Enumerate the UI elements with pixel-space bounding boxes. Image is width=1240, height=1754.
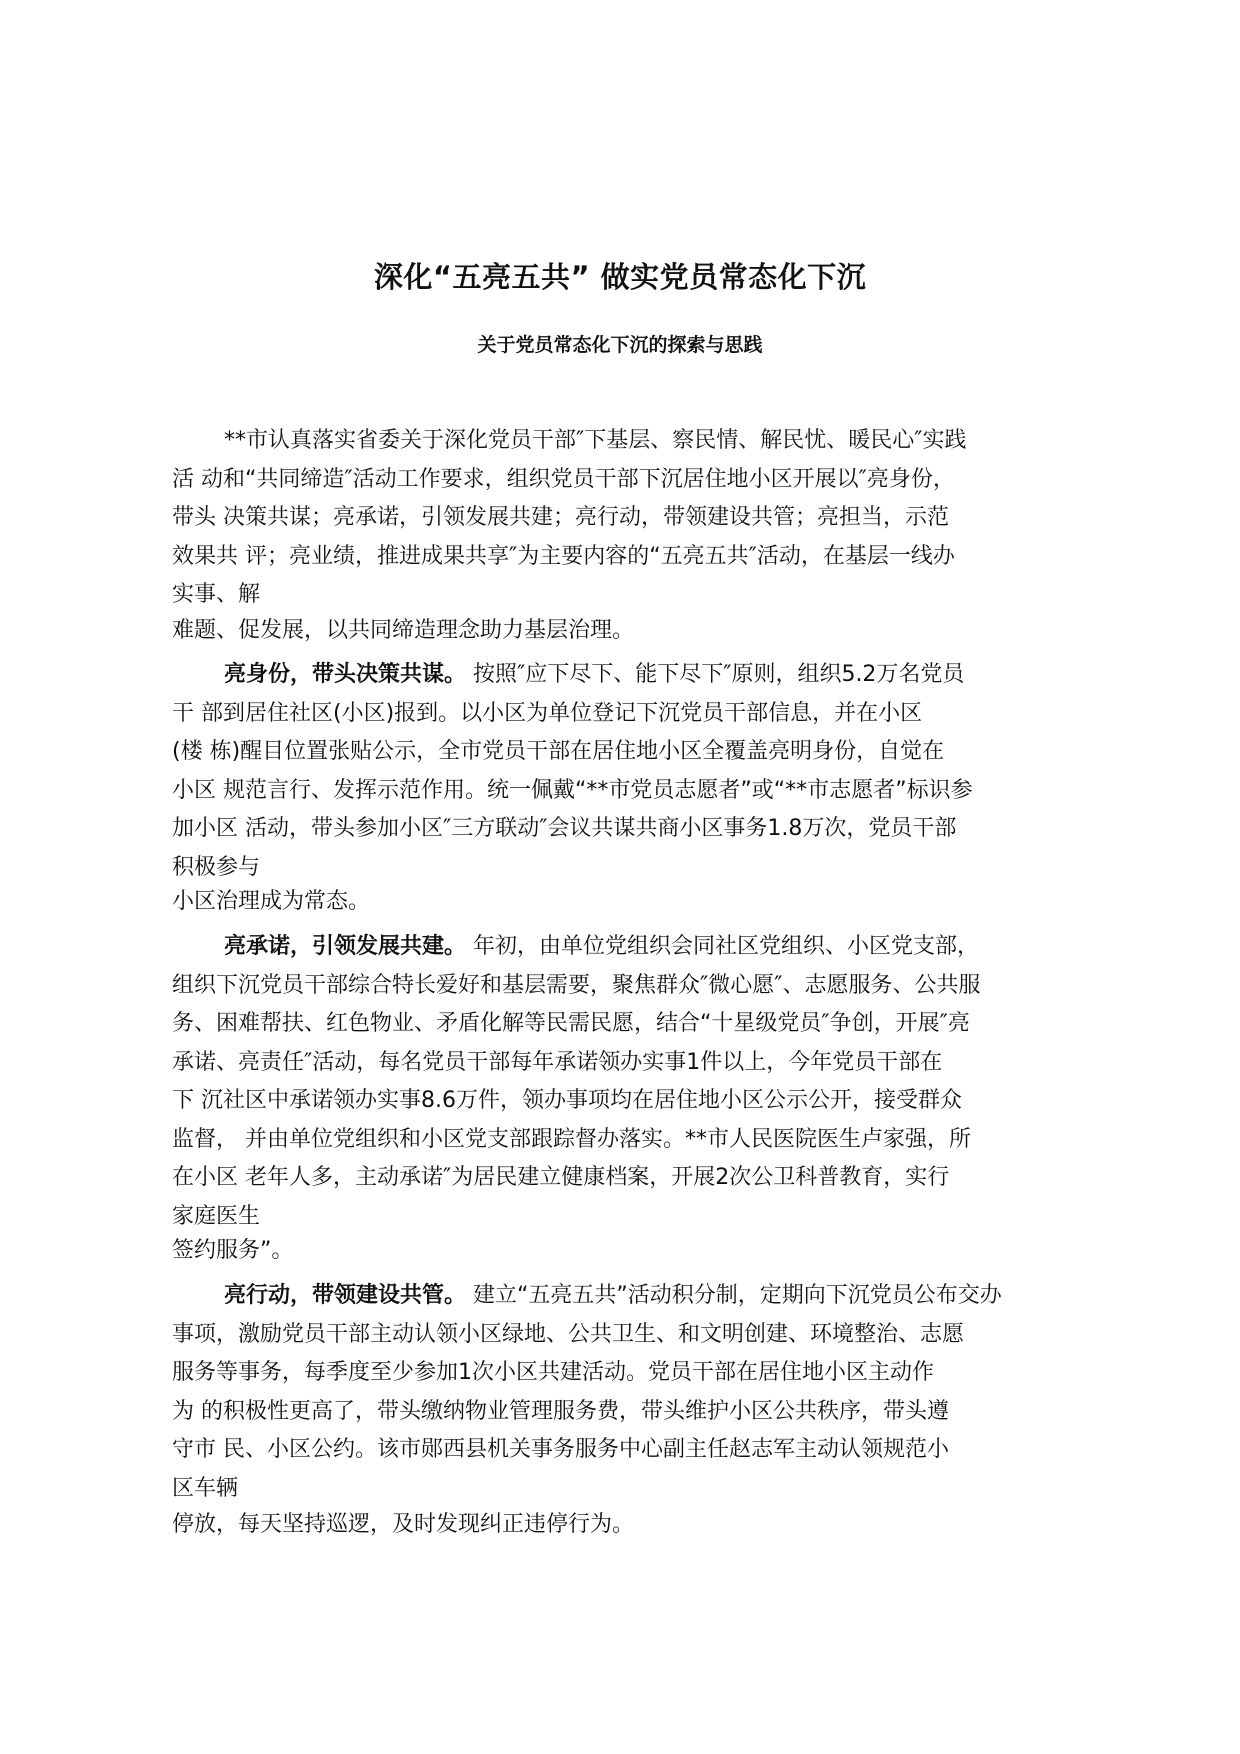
paragraph-line: 停放，每天坚持巡逻，及时发现纠正违停行为。 [172,1512,635,1537]
paragraph-4 [172,1277,1092,1508]
paragraph-3 [172,928,1092,1236]
paragraph-first-line [172,656,1092,695]
paragraph-line: 服务等事务，每季度至少参加1次小区共建活动。党员干部在居住地小区主动作 [172,1360,934,1385]
paragraph-line: 实事、解 [172,582,261,607]
paragraph-line: 事项，激励党员干部主动认领小区绿地、公共卫生、和文明创建、环境整治、志愿 [172,1321,965,1347]
paragraph-line: (楼 栋)醒目位置张贴公示，全市党员干部在居住地小区全覆盖亮明身份，自觉在 [172,739,945,764]
paragraph-line: 守市 民、小区公约。该市郧西县机关事务服务中心副主任赵志军主动认领规范小 [172,1437,949,1462]
paragraph-1-tail [172,612,1092,651]
paragraph-line: 为 的积极性更高了，带头缴纳物业管理服务费，带头维护小区公共秩序，带头遵 [172,1398,949,1424]
paragraph-first-line [172,928,1092,967]
paragraph-2-tail [172,883,1092,922]
paragraph-first-line [172,1277,1092,1316]
paragraph-line: 小区 规范言行、发挥示范作用。统一佩戴“**市党员志愿者”或“**市志愿者”标识参 [172,777,973,803]
paragraph-line: 按照″应下尽下、能下尽下″原则，组织5.2万名党员 [466,662,965,687]
paragraph-line: 活 动和“共同缔造″活动工作要求，组织党员干部下沉居住地小区开展以″亮身份， [172,466,955,492]
paragraph-line: 年初，由单位党组织会同社区党组织、小区党支部， [466,934,980,959]
paragraph-line: 签约服务”。 [172,1238,294,1263]
paragraph-line: **市认真落实省委关于深化党员干部″下基层、察民情、解民忧、暖民心″实践 [224,428,967,453]
paragraph-line: 承诺、亮责任″活动，每名党员干部每年承诺领办实事1件以上，今年党员干部在 [172,1049,943,1075]
paragraph-line: 组织下沉党员干部综合特长爱好和基层需要，聚焦群众″微心愿″、志愿服务、公共服 [172,972,981,998]
paragraph-line: 加小区 活动，带头参加小区″三方联动″会议共谋共商小区事务1.8万次，党员干部 [172,816,957,841]
document-title: 深化“五亮五共” 做实党员常态化下沉 [373,260,867,294]
paragraph-4-tail [172,1506,1092,1545]
paragraph-line: 下 沉社区中承诺领办实事8.6万件，领办事项均在居住地小区公示公开，接受群众 [172,1088,962,1113]
paragraph-line: 在小区 老年人多，主动承诺″为居民建立健康档案，开展2次公卫科普教育，实行 [172,1165,950,1190]
paragraph-lead: 亮身份，带头决策共谋。 [224,662,467,687]
paragraph-line: 难题、促发展，以共同缔造理念助力基层治理。 [172,618,635,643]
document-subtitle: 关于党员常态化下沉的探索与思践 [477,334,763,356]
paragraph-lead: 亮承诺，引领发展共建。 [224,934,467,959]
paragraph-line: 务、困难帮扶、红色物业、矛盾化解等民需民愿，结合“十星级党员″争创，开展″亮 [172,1011,970,1036]
paragraph-line: 监督， 并由单位党组织和小区党支部跟踪督办落实。**市人民医院医生卢家强，所 [172,1126,971,1152]
paragraph-1 [172,422,1092,615]
paragraph-2 [172,656,1092,887]
paragraph-line: 区车辆 [172,1475,239,1501]
paragraph-line: 干 部到居住社区(小区)报到。以小区为单位登记下沉党员干部信息，并在小区 [172,700,923,726]
paragraph-lead: 亮行动，带领建设共管。 [224,1283,467,1308]
paragraph-line: 效果共 评；亮业绩，推进成果共享″为主要内容的“五亮五共″活动，在基层一线办 [172,543,955,569]
paragraph-line: 建立“五亮五共”活动积分制，定期向下沉党员公布交办 [466,1283,1002,1308]
paragraph-line: 家庭医生 [172,1203,261,1229]
paragraph-line: 小区治理成为常态。 [172,889,371,914]
paragraph-line: 带头 决策共谋；亮承诺，引领发展共建；亮行动，带领建设共管；亮担当，示范 [172,505,949,530]
paragraph-line: 积极参与 [172,854,261,880]
paragraph-3-tail [172,1232,1092,1271]
